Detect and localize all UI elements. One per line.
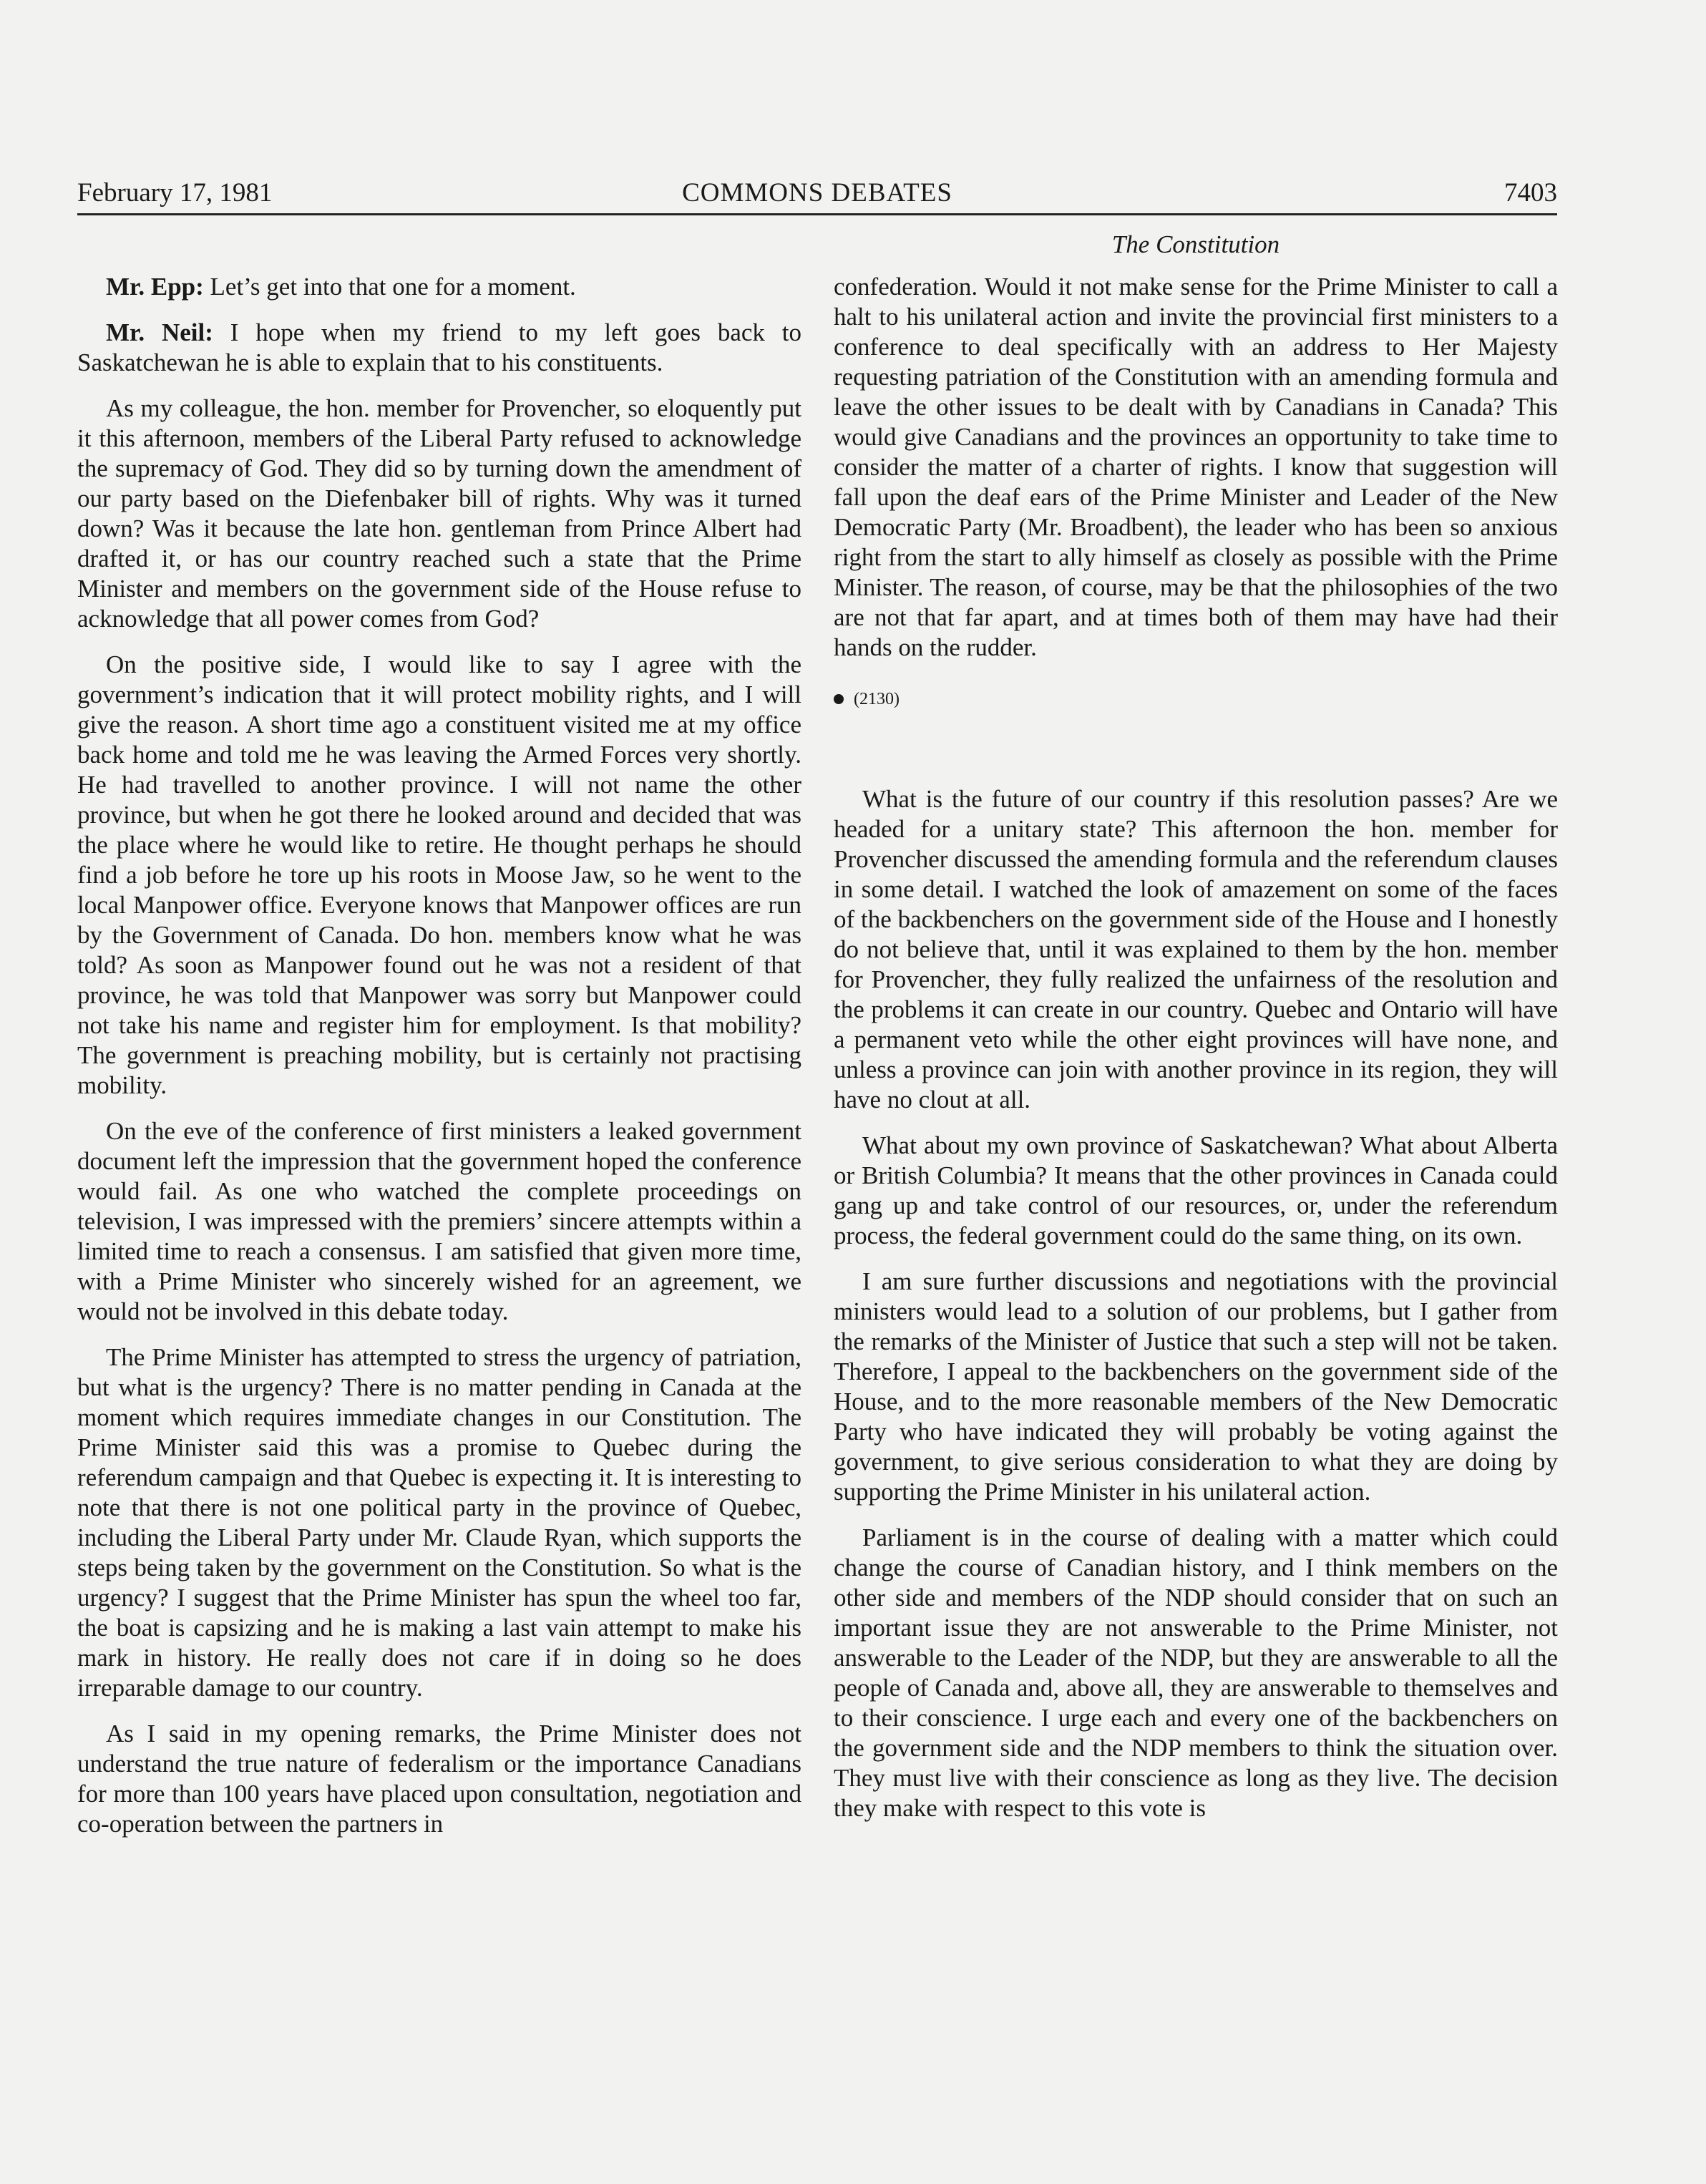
header-date: February 17, 1981 xyxy=(77,178,273,208)
speaker-name: Mr. Neil: xyxy=(106,318,213,346)
paragraph: As I said in my opening remarks, the Prime Minister does not understand the true nature of federalism or the importance Canadians for more than 100 years have placed upon consultation, negotiation and co-operation between the partners in xyxy=(77,1720,801,1838)
speech-text: Let’s get into that one for a moment. xyxy=(203,273,576,301)
bullet-icon xyxy=(834,694,844,704)
paragraph: The Prime Minister has attempted to stress the urgency of patriation, but what is the urgency? There is no matter pending in Canada at the moment which requires immediate changes in our Constitution. The Prime Minister said this was a promise to Quebec during the referendum campaign and that Quebec is expecting it. It is interesting to note that there is not one political party in the province of Quebec, including the Liberal Party under Mr. Claude Ryan, which supports the steps being taken by the government on the Constitution. So what is the urgency? I suggest that the Prime Minister has spun the wheel too far, the boat is capsizing and he is making a last vain attempt to make his mark in history. He really does not care if in doing so he does irreparable damage to our country. xyxy=(77,1343,801,1702)
header-title: COMMONS DEBATES xyxy=(682,178,952,208)
paragraph: On the positive side, I would like to say I agree with the government’s indication that it will protect mobility rights, and I will give the reason. A short time ago a constituent visited me at my office back home and told me he was leaving the Armed Forces very shortly. He had travelled to another province. I will not name the other province, but when he got there he looked around and decided that was the place where he would like to retire. He thought perhaps he should find a job before he tore up his roots in Moose Jaw, so he went to the local Manpower office. Everyone knows that Manpower offices are run by the Government of Canada. Do hon. members know what he was told? As soon as Manpower found out he was not a resident of that province, he was told that Manpower was sorry but Manpower could not take his name and register him for employment. Is that mobility? The government is preaching mobility, but is certainly not practising mobility. xyxy=(77,650,801,1099)
speech-text: I hope when my friend to my left goes back to Saskatchewan he is able to explain that to his constituents. xyxy=(77,318,801,376)
paragraph: As my colleague, the hon. member for Provencher, so eloquently put it this afternoon, members of the Liberal Party refused to acknowledge the supremacy of God. They did so by turning down the amendment of our party based on the Diefenbaker bill of rights. Why was it turned down? Was it because the late hon. gentleman from Prince Albert had drafted it, or has our country reached such a state that the Prime Minister and members on the government side of the House refuse to acknowledge that all power comes from God? xyxy=(77,394,801,633)
paragraph xyxy=(77,318,801,378)
timestamp-marker xyxy=(834,688,1558,710)
paragraph: confederation. Would it not make sense for the Prime Minister to call a halt to his unilateral action and invite the provincial first ministers to a conference to deal specifically with an address to Her Majesty requesting patriation of the Constitution with an amending formula and leave the other issues to be dealt with by Canadians in Canada? This would give Canadians and the provinces an opportunity to take time to consider the matter of a charter of rights. I know that suggestion will fall upon the deaf ears of the Prime Minister and Leader of the New Democratic Party (Mr. Broadbent), the leader who has been so anxious right from the start to ally himself as closely as possible with the Prime Minister. The reason, of course, may be that the philosophies of the two are not that far apart, and at times both of them may have had their hands on the rudder. xyxy=(834,273,1558,661)
timestamp-text: (2130) xyxy=(854,690,900,708)
paragraph: I am sure further discussions and negotiations with the provincial ministers would lead to a solution of our problems, but I gather from the remarks of the Minister of Justice that such a step will not be taken. Therefore, I appeal to the backbenchers on the government side of the House, and to the more reasonable members of the New Democratic Party who have indicated they will probably be voting against the government, to give serious consideration to what they are doing by supporting the Prime Minister in his unilateral action. xyxy=(834,1267,1558,1506)
speaker-name: Mr. Epp: xyxy=(106,273,204,301)
paragraph xyxy=(77,272,801,302)
paragraph: What is the future of our country if this resolution passes? Are we headed for a unitary state? This afternoon the hon. member for Provencher discussed the amending formula and the referendum clauses in some detail. I watched the look of amazement on some of the faces of the backbenchers on the government side of the House and I honestly do not believe that, until it was explained to them by the hon. member for Provencher, they fully realized the unfairness of the resolution and the problems it can create in our country. Quebec and Ontario will have a permanent veto while the other eight provinces will have none, and unless a province can join with another province in its region, they will have no clout at all. xyxy=(834,785,1558,1113)
header-page-number: 7403 xyxy=(1504,178,1557,208)
paragraph: What about my own province of Saskatchewan? What about Alberta or British Columbia? It means that the other provinces in Canada could gang up and take control of our resources, or, under the referendum process, the federal government could do the same thing, on its own. xyxy=(834,1131,1558,1249)
paragraph: Parliament is in the course of dealing with a matter which could change the course of Canadian history, and I think members on the other side and members of the NDP should consider that on such an important issue they are not answerable to the Prime Minister, not answerable to the Leader of the NDP, but they are answerable to all the people of Canada and, above all, they are answerable to themselves and to their conscience. I urge each and every one of the backbenchers on the government side and the NDP members to think the situation over. They must live with their conscience as long as they live. The decision they make with respect to this vote is xyxy=(834,1524,1558,1822)
section-title: The Constitution xyxy=(1111,230,1280,258)
page-header xyxy=(77,177,1557,215)
paragraph: On the eve of the conference of first ministers a leaked government document left the impression that the government hoped the conference would fail. As one who watched the complete proceedings on television, I was impressed with the premiers’ sincere attempts within a limited time to reach a consensus. I am satisfied that given more time, with a Prime Minister who sincerely wished for an agreement, we would not be involved in this debate today. xyxy=(77,1117,801,1325)
right-column xyxy=(834,272,1558,1839)
left-column xyxy=(77,272,801,1855)
